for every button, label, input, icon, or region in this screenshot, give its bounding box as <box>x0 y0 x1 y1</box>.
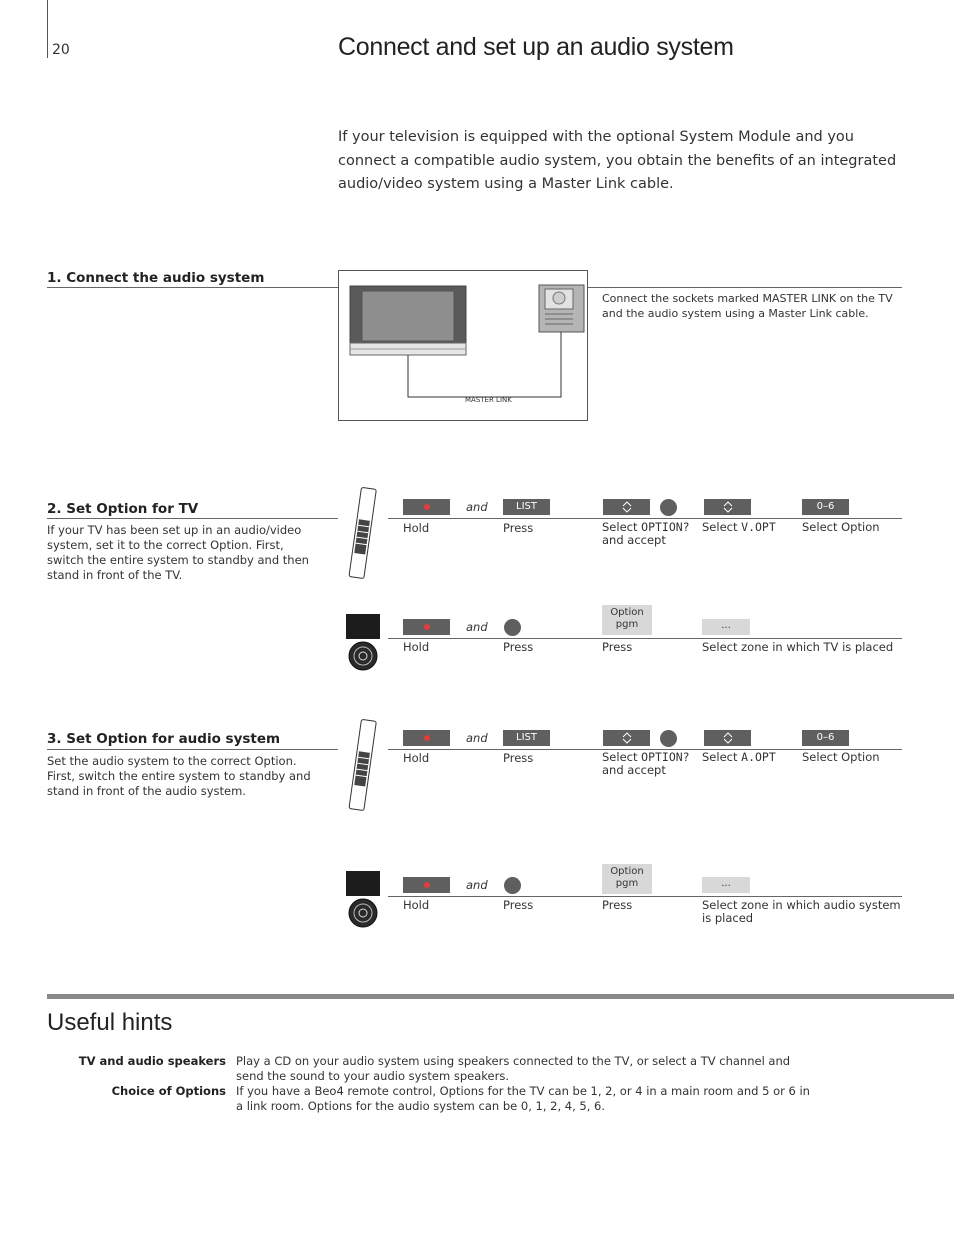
page-title: Connect and set up an audio system <box>338 33 734 61</box>
select-option-label: Select Option <box>802 520 880 534</box>
and-text: and <box>466 500 488 514</box>
master-link-diagram <box>338 270 588 421</box>
beo4-remote-icon <box>343 718 383 814</box>
press-label-2: Press <box>602 898 633 912</box>
select-option-prompt: Select OPTION? and accept <box>602 520 690 547</box>
master-link-label: MASTER LINK <box>465 396 512 404</box>
option-pgm-button[interactable]: Option pgm <box>602 864 652 894</box>
connection-illustration <box>339 271 589 422</box>
section-3-body: Set the audio system to the correct Option. First, switch the entire system to standby and stand in front of the audio system. <box>47 754 311 798</box>
select-aopt-label: Select A.OPT <box>702 750 776 764</box>
up-down-key-2[interactable] <box>704 730 751 746</box>
select-option-prompt: Select OPTION? and accept <box>602 750 690 777</box>
section-1-description: Connect the sockets marked MASTER LINK on the TV and the audio system using a Master Link cable. <box>602 292 893 320</box>
hold-label: Hold <box>403 751 430 765</box>
and-text: and <box>466 878 488 892</box>
round-button[interactable] <box>504 619 521 636</box>
up-down-arrow-icon <box>621 500 633 514</box>
beo6-step-rule <box>388 638 902 639</box>
up-down-key[interactable] <box>603 499 650 515</box>
standby-dot-icon <box>424 504 430 510</box>
hints-title: Useful hints <box>47 1009 173 1036</box>
go-button[interactable] <box>660 499 677 516</box>
beo4-remote-icon <box>343 486 383 582</box>
press-label: Press <box>503 898 534 912</box>
standby-key[interactable] <box>403 619 450 635</box>
section-3-heading: 3. Set Option for audio system <box>47 731 281 747</box>
zone-dots-button[interactable]: ... <box>702 619 750 635</box>
and-text: and <box>466 731 488 745</box>
round-button[interactable] <box>504 877 521 894</box>
list-key[interactable]: LIST <box>503 730 550 746</box>
select-zone-label: Select zone in which audio system is placed <box>702 898 901 925</box>
beo6-wheel-icon <box>346 641 380 671</box>
press-label: Press <box>503 640 534 654</box>
list-key[interactable]: LIST <box>503 499 550 515</box>
option-word: OPTION? <box>641 520 690 534</box>
option-word: OPTION? <box>641 750 690 764</box>
intro-paragraph: If your television is equipped with the optional System Module and you connect a compatible audio system, you obtain the benefits of an integrated audio/video system using a Master Link cable. <box>338 129 897 192</box>
hold-label: Hold <box>403 521 430 535</box>
hold-label: Hold <box>403 640 430 654</box>
press-label: Press <box>503 751 534 765</box>
up-down-arrow-icon <box>621 731 633 745</box>
margin-rule <box>47 0 48 58</box>
up-down-arrow-icon <box>722 731 734 745</box>
select-zone-label: Select zone in which TV is placed <box>702 640 894 654</box>
standby-dot-icon <box>424 735 430 741</box>
section-2-body: If your TV has been set up in an audio/video system, set it to the correct Option. First, switch the entire system to standby and then stand in front of the TV. <box>47 523 309 582</box>
page-number: 20 <box>52 42 70 58</box>
option-pgm-button[interactable]: Option pgm <box>602 605 652 635</box>
select-option-label: Select Option <box>802 750 880 764</box>
aopt-word: A.OPT <box>741 750 776 764</box>
standby-key[interactable] <box>403 877 450 893</box>
section-1-rule-right <box>588 287 902 288</box>
hint-term: Choice of Options <box>111 1084 226 1098</box>
up-down-arrow-icon <box>722 500 734 514</box>
up-down-key-2[interactable] <box>704 499 751 515</box>
beo6-screen-icon <box>346 871 380 896</box>
beo6-step-rule <box>388 896 902 897</box>
section-1-heading: 1. Connect the audio system <box>47 270 265 286</box>
hints-divider <box>47 994 954 999</box>
digits-key[interactable]: 0–6 <box>802 730 849 746</box>
hint-definition: If you have a Beo4 remote control, Options for the TV can be 1, 2, or 4 in a main room and 5 or 6 in a link room. Options for the audio system can be 0, 1, 2, 4, 5, 6. <box>236 1084 810 1113</box>
beo4-step-rule <box>388 518 902 519</box>
press-label: Press <box>503 521 534 535</box>
hint-definition: Play a CD on your audio system using speakers connected to the TV, or select a TV channel and send the sound to your audio system speakers. <box>236 1054 791 1083</box>
up-down-key[interactable] <box>603 730 650 746</box>
press-label-2: Press <box>602 640 633 654</box>
standby-key[interactable] <box>403 499 450 515</box>
vopt-word: V.OPT <box>741 520 776 534</box>
select-vopt-label: Select V.OPT <box>702 520 776 534</box>
digits-key[interactable]: 0–6 <box>802 499 849 515</box>
beo6-wheel-icon <box>346 898 380 928</box>
go-button[interactable] <box>660 730 677 747</box>
section-2-heading: 2. Set Option for TV <box>47 501 199 517</box>
hold-label: Hold <box>403 898 430 912</box>
hint-term: TV and audio speakers <box>78 1054 226 1068</box>
section-1-rule <box>47 287 338 288</box>
standby-dot-icon <box>424 882 430 888</box>
beo6-screen-icon <box>346 614 380 639</box>
section-2-rule <box>47 518 338 519</box>
standby-key[interactable] <box>403 730 450 746</box>
standby-dot-icon <box>424 624 430 630</box>
and-text: and <box>466 620 488 634</box>
zone-dots-button[interactable]: ... <box>702 877 750 893</box>
section-3-rule <box>47 749 338 750</box>
